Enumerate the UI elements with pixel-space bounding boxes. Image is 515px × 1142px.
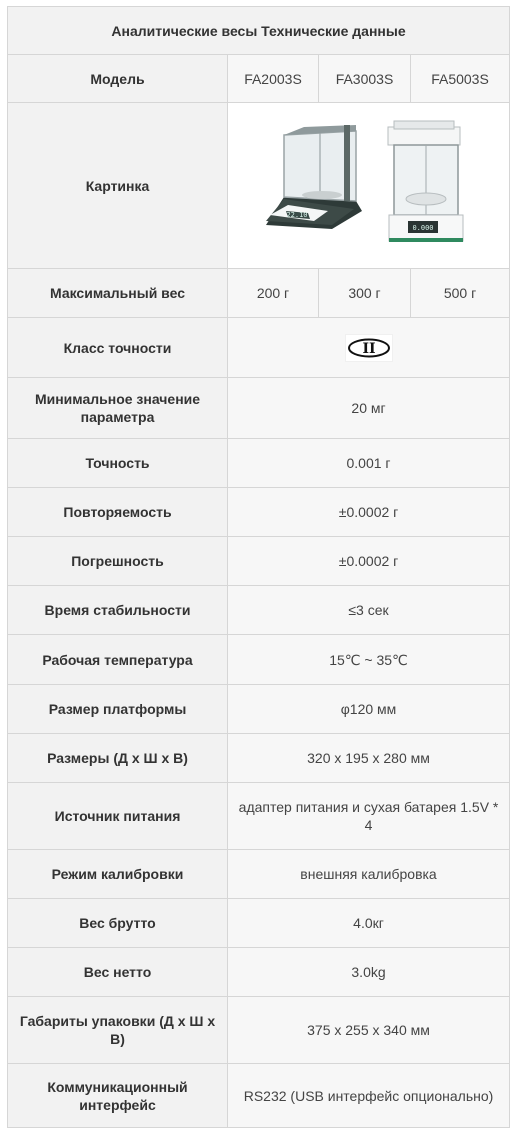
table-row — [8, 685, 510, 734]
table-row — [8, 488, 510, 537]
row-label: Режим калибровки — [8, 850, 228, 899]
model-fa5003s: FA5003S — [411, 55, 510, 103]
table-row — [8, 850, 510, 899]
accuracy-class-icon — [345, 334, 393, 362]
accuracy-class-label: Класс точности — [8, 318, 228, 378]
row-label: Вес брутто — [8, 899, 228, 948]
max-weight-label: Максимальный вес — [8, 269, 228, 318]
row-label: Размеры (Д х Ш х В) — [8, 734, 228, 783]
row-label: Размер платформы — [8, 685, 228, 734]
table-row — [8, 378, 510, 439]
picture-row — [8, 103, 510, 269]
row-value: 320 x 195 x 280 мм — [228, 734, 510, 783]
model-label: Модель — [8, 55, 228, 103]
row-label: Рабочая температура — [8, 635, 228, 685]
row-value: 4.0кг — [228, 899, 510, 948]
table-row — [8, 586, 510, 635]
table-row — [8, 899, 510, 948]
left-display-text: 22.10 — [285, 210, 308, 219]
row-label: Источник питания — [8, 783, 228, 850]
max-weight-fa5003s: 500 г — [411, 269, 510, 318]
accuracy-class-row — [8, 318, 510, 378]
row-value: адаптер питания и сухая батарея 1.5V * 4 — [228, 783, 510, 850]
title-row — [8, 7, 510, 55]
row-label: Минимальное значение параметра — [8, 378, 228, 439]
row-value: φ120 мм — [228, 685, 510, 734]
model-fa3003s: FA3003S — [319, 55, 411, 103]
row-label: Габариты упаковки (Д х Ш х В) — [8, 997, 228, 1064]
row-value: 15℃ ~ 35℃ — [228, 635, 510, 685]
table-row — [8, 635, 510, 685]
row-value: ±0.0002 г — [228, 488, 510, 537]
table-title: Аналитические весы Технические данные — [8, 7, 510, 55]
row-value: 375 x 255 x 340 мм — [228, 997, 510, 1064]
spec-table — [7, 6, 510, 1128]
row-value: RS232 (USB интерфейс опционально) — [228, 1064, 510, 1128]
row-label: Коммуникационный интерфейс — [8, 1064, 228, 1128]
right-scale — [388, 121, 463, 242]
row-label: Погрешность — [8, 537, 228, 586]
row-label: Вес нетто — [8, 948, 228, 997]
max-weight-fa3003s: 300 г — [319, 269, 411, 318]
table-row — [8, 734, 510, 783]
table-row — [8, 997, 510, 1064]
picture-label: Картинка — [8, 103, 228, 269]
model-row — [8, 55, 510, 103]
row-value: 3.0kg — [228, 948, 510, 997]
table-row — [8, 1064, 510, 1128]
model-fa2003s: FA2003S — [228, 55, 319, 103]
picture-cell — [228, 103, 510, 269]
row-value: ±0.0002 г — [228, 537, 510, 586]
row-label: Точность — [8, 439, 228, 488]
row-value: ≤3 сек — [228, 586, 510, 635]
analytical-scales-image — [244, 117, 494, 255]
table-row — [8, 948, 510, 997]
max-weight-fa2003s: 200 г — [228, 269, 319, 318]
max-weight-row — [8, 269, 510, 318]
accuracy-class-cell — [228, 318, 510, 378]
table-row — [8, 439, 510, 488]
right-display-text: 0.000 — [411, 223, 434, 232]
row-label: Время стабильности — [8, 586, 228, 635]
accuracy-class-symbol: II — [361, 340, 376, 357]
table-row — [8, 783, 510, 850]
row-value: 0.001 г — [228, 439, 510, 488]
row-value: 20 мг — [228, 378, 510, 439]
table-row — [8, 537, 510, 586]
row-label: Повторяемость — [8, 488, 228, 537]
row-value: внешняя калибровка — [228, 850, 510, 899]
